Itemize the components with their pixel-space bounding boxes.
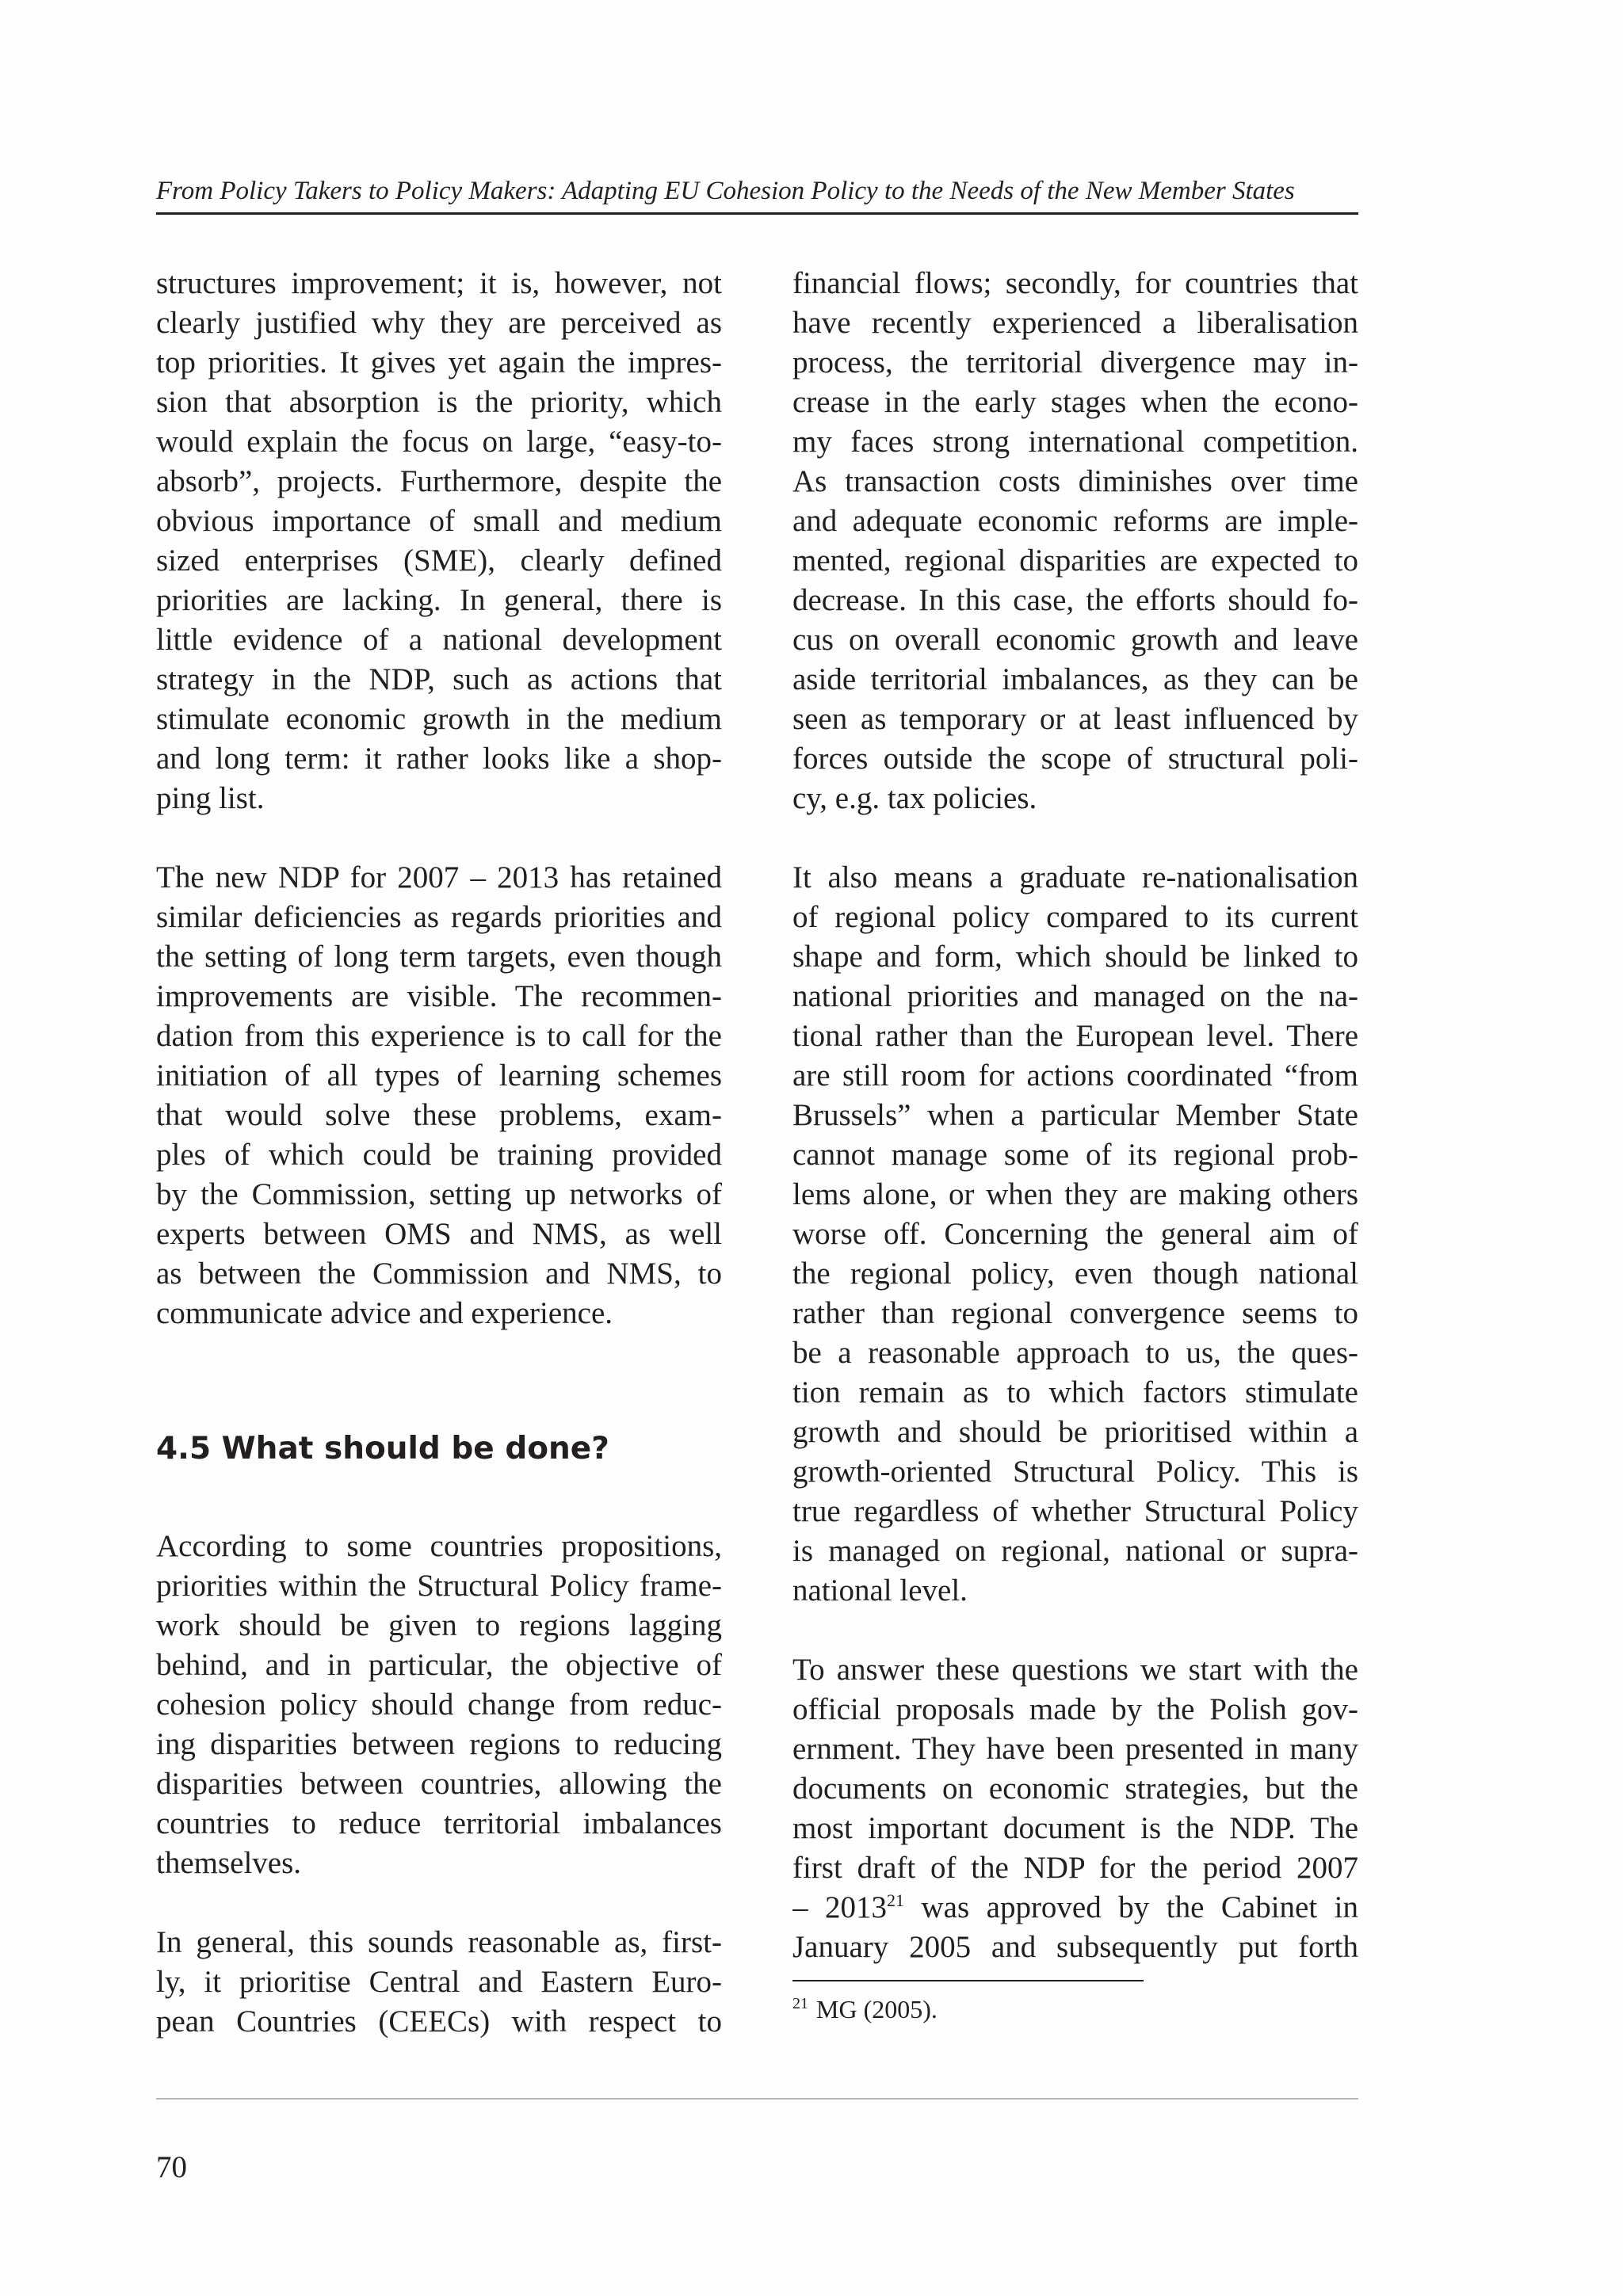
body-text-segment: – 2013 [792,1890,887,1924]
footnote-text: MG (2005). [816,1995,938,2023]
body-text-line: documents on economic strategies, but the [792,1772,1358,1806]
body-text-line: countries to reduce territorial imbalances [156,1806,722,1840]
footer-rule [156,2098,1358,2100]
body-text-line: cy, e.g. tax policies. [792,781,1037,815]
body-text-line: In general, this sounds reasonable as, first- [156,1925,722,1959]
body-text-line: have recently experienced a liberalisation [792,306,1358,340]
body-text-line: would explain the focus on large, “easy-to- [156,425,722,459]
footnote [792,1993,938,2025]
body-text-line: As transaction costs diminishes over time [792,464,1358,498]
page-number: 70 [156,2150,187,2184]
body-text-line: Brussels” when a particular Member State [792,1098,1358,1132]
body-text-line: obvious importance of small and medium [156,504,722,538]
paragraph [156,858,722,1333]
body-text-line: shape and form, which should be linked to [792,940,1358,974]
body-text-line: similar deficiencies as regards priorities and [156,900,722,934]
body-text-line: priorities within the Structural Policy frame- [156,1569,722,1603]
body-text-line: mented, regional disparities are expected to [792,543,1358,578]
body-text-line: themselves. [156,1846,302,1880]
body-text-line: ping list. [156,781,265,815]
paragraph [156,1527,722,1883]
body-text-line: first draft of the NDP for the period 2007 [792,1851,1358,1885]
body-text-line: is managed on regional, national or supra- [792,1534,1358,1568]
body-text-line: financial flows; secondly, for countries that [792,266,1358,300]
body-text-line: priorities are lacking. In general, there is [156,583,722,617]
body-text-line: improvements are visible. The recommen- [156,979,722,1013]
body-text-line: seen as temporary or at least influenced by [792,702,1358,736]
body-text-line: crease in the early stages when the econo- [792,385,1358,419]
body-text-line: initiation of all types of learning schemes [156,1058,722,1093]
body-text-line: disparities between countries, allowing the [156,1767,722,1801]
body-text-line: ples of which could be training provided [156,1138,722,1172]
body-text-line: ly, it prioritise Central and Eastern Euro- [156,1965,722,1999]
body-text-line: behind, and in particular, the objective of [156,1648,722,1682]
body-text-line: ernment. They have been presented in many [792,1732,1358,1766]
paragraph [792,858,1358,1611]
body-text-line: cannot manage some of its regional prob- [792,1138,1358,1172]
body-text-line: forces outside the scope of structural poli- [792,742,1358,776]
body-text-line: dation from this experience is to call for the [156,1019,722,1053]
body-text-line: sion that absorption is the priority, which [156,385,722,419]
paragraph [792,1650,1358,1967]
body-text-line: strategy in the NDP, such as actions that [156,662,722,696]
paragraph [156,264,722,818]
body-text-line: and adequate economic reforms are imple- [792,504,1358,538]
body-text-line: aside territorial imbalances, as they can be [792,662,1358,696]
footnote-marker: 21 [792,1995,808,2013]
body-text-line: cohesion policy should change from reduc- [156,1688,722,1722]
body-text-line: sized enterprises (SME), clearly defined [156,543,722,578]
body-text-line: as between the Commission and NMS, to [156,1257,722,1291]
body-text-line: communicate advice and experience. [156,1296,613,1330]
body-text-line: be a reasonable approach to us, the ques- [792,1336,1358,1370]
body-text-line: pean Countries (CEECs) with respect to [156,2004,722,2039]
footnote-ref: 21 [887,1890,904,1910]
body-text-line: tion remain as to which factors stimulate [792,1375,1358,1409]
body-text-line: national level. [792,1573,968,1608]
body-text-line: tional rather than the European level. There [792,1019,1358,1053]
body-text-line: my faces strong international competition. [792,425,1358,459]
body-text-line: growth and should be prioritised within a [792,1415,1358,1449]
footnote-rule [792,1980,1144,1981]
body-text-line: clearly justified why they are perceived as [156,306,722,340]
body-text-line: are still room for actions coordinated “from [792,1058,1358,1093]
body-text-line: most important document is the NDP. The [792,1811,1358,1845]
body-text-line: official proposals made by the Polish gov- [792,1692,1358,1726]
paragraph [792,264,1358,818]
body-text-line: national priorities and managed on the na- [792,979,1358,1013]
body-text-line: by the Commission, setting up networks of [156,1177,722,1211]
body-text-line: According to some countries propositions, [156,1529,722,1563]
paragraph [156,1923,722,2042]
body-text-line: true regardless of whether Structural Policy [792,1494,1358,1528]
body-text-line: It also means a graduate re-nationalisation [792,860,1358,894]
body-text-line: work should be given to regions lagging [156,1608,722,1642]
body-text-segment: was approved by the Cabinet in [904,1890,1358,1924]
body-text-line: that would solve these problems, exam- [156,1098,722,1132]
body-text-line: absorb”, projects. Furthermore, despite the [156,464,722,498]
body-text-line: stimulate economic growth in the medium [156,702,722,736]
body-text-line: structures improvement; it is, however, not [156,266,722,300]
body-text-line: rather than regional convergence seems to [792,1296,1358,1330]
body-text-line: January 2005 and subsequently put forth [792,1930,1358,1964]
body-text-line: ing disparities between regions to reducing [156,1727,722,1761]
body-text-line: the regional policy, even though national [792,1257,1358,1291]
section-heading: 4.5 What should be done? [156,1431,609,1466]
body-text-line: experts between OMS and NMS, as well [156,1217,722,1251]
body-text-line: worse off. Concerning the general aim of [792,1217,1358,1251]
header-rule [156,212,1358,215]
body-text-line: top priorities. It gives yet again the impres- [156,345,722,379]
body-text-line: To answer these questions we start with the [792,1653,1358,1687]
body-text-line: little evidence of a national development [156,623,722,657]
body-text-line: the setting of long term targets, even though [156,940,722,974]
running-header: From Policy Takers to Policy Makers: Adapting EU Cohesion Policy to the Needs of the New Member States [156,177,1295,205]
body-text-line: process, the territorial divergence may in- [792,345,1358,379]
body-text-line: decrease. In this case, the efforts should fo- [792,583,1358,617]
body-text-line [792,1888,1358,1928]
body-text-line: cus on overall economic growth and leave [792,623,1358,657]
body-text-line: The new NDP for 2007 – 2013 has retained [156,860,722,894]
body-text-line: of regional policy compared to its current [792,900,1358,934]
body-text-line: growth-oriented Structural Policy. This is [792,1455,1358,1489]
body-text-line: and long term: it rather looks like a shop- [156,742,722,776]
body-text-line: lems alone, or when they are making others [792,1177,1358,1211]
